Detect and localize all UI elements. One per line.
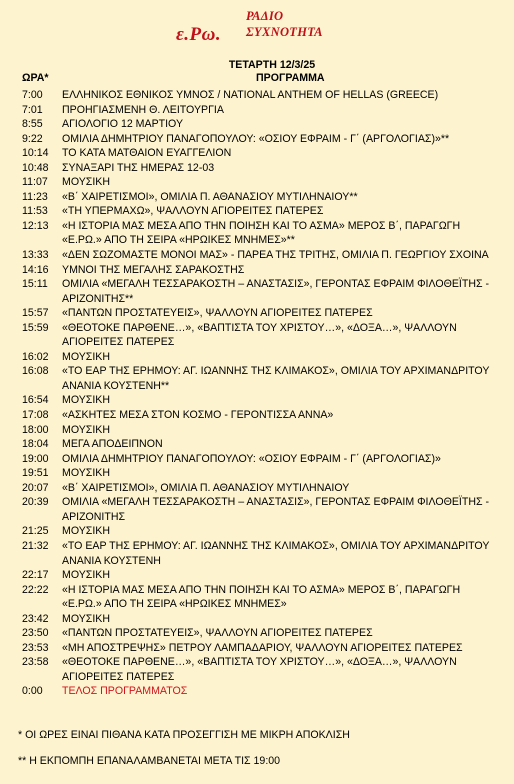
- schedule-row: [22, 481, 502, 496]
- program-line: ΜΟΥΣΙΚΗ: [62, 525, 110, 538]
- schedule-program: [62, 117, 502, 132]
- schedule-program: [62, 408, 502, 423]
- schedule-time: 23:53: [22, 641, 49, 654]
- schedule-program: [62, 175, 502, 190]
- schedule-time: 10:14: [22, 147, 49, 160]
- program-line: «Ε.ΡΩ.» ΑΠΟ ΤΗ ΣΕΙΡΑ «ΗΡΩΙΚΕΣ ΜΝΗΜΕΣ»**: [62, 234, 295, 247]
- schedule-program: [62, 204, 502, 219]
- schedule-program: [62, 612, 502, 627]
- schedule-list: [22, 88, 502, 699]
- program-line: «ΘΕΟΤΟΚΕ ΠΑΡΘΕΝΕ…», «ΒΑΠΤΙΣΤΑ ΤΟΥ ΧΡΙΣΤΟΥ…», «ΔΟΞΑ…», ΨΑΛΛΟΥΝ: [62, 656, 457, 669]
- schedule-row: [22, 466, 502, 481]
- program-line: «ΑΣΚΗΤΕΣ ΜΕΣΑ ΣΤΟΝ ΚΟΣΜΟ - ΓΕΡΟΝΤΙΣΣΑ ΑΝΝΑ»: [62, 409, 334, 422]
- schedule-time: 21:32: [22, 539, 49, 552]
- schedule-row: [22, 437, 502, 452]
- program-line: ΟΜΙΛΙΑ ΔΗΜΗΤΡΙΟΥ ΠΑΝΑΓΟΠΟΥΛΟΥ: «ΟΣΙΟΥ ΕΦΡΑΙΜ - Γ΄ (ΑΡΓΟΛΟΓΙΑΣ)»**: [62, 132, 450, 145]
- program-line: ΑΝΑΝΙΑ ΚΟΥΣΤΕΝΗ: [62, 554, 161, 567]
- schedule-program: [62, 626, 502, 641]
- program-line: «ΜΗ ΑΠΟΣΤΡΕΨΗΣ» ΠΕΤΡΟΥ ΛΑΜΠΑΔΑΡΙΟΥ, ΨΑΛΛΟΥΝ ΑΓΙΟΡΕΙΤΕΣ ΠΑΤΕΡΕΣ: [62, 641, 463, 654]
- program-line: ΜΟΥΣΙΚΗ: [62, 350, 110, 363]
- program-line: ΜΟΥΣΙΚΗ: [62, 394, 110, 407]
- schedule-program: [62, 452, 502, 467]
- program-line: «Β΄ ΧΑΙΡΕΤΙΣΜΟΙ», ΟΜΙΛΙΑ Π. ΑΘΑΝΑΣΙΟΥ ΜΥΤΙΛΗΝΑΙΟΥ: [62, 481, 350, 494]
- program-line: ΑΓΙΟΡΕΙΤΕΣ ΠΑΤΕΡΕΣ: [62, 670, 175, 683]
- schedule-program: [62, 684, 502, 699]
- program-line: ΜΟΥΣΙΚΗ: [62, 467, 110, 480]
- schedule-time: 23:58: [22, 656, 49, 669]
- station-logo: ε.Ρω.: [176, 24, 222, 45]
- schedule-row: [22, 524, 502, 539]
- schedule-row: [22, 495, 502, 524]
- schedule-time: 23:50: [22, 627, 49, 640]
- schedule-program: [62, 583, 502, 612]
- schedule-row: [22, 277, 502, 306]
- program-line: ΑΓΙΟΛΟΓΙΟ 12 ΜΑΡΤΙΟΥ: [62, 118, 184, 131]
- schedule-row: [22, 204, 502, 219]
- schedule-program: [62, 495, 502, 524]
- schedule-program: [62, 190, 502, 205]
- schedule-time: 16:54: [22, 394, 49, 407]
- schedule-row: [22, 641, 502, 656]
- schedule-time: 8:55: [22, 118, 43, 131]
- program-line: ΤΟ ΚΑΤΑ ΜΑΤΘΑΙΟΝ ΕΥΑΓΓΕΛΙΟΝ: [62, 147, 232, 160]
- schedule-time: 0:00: [22, 685, 43, 698]
- schedule-time: 10:48: [22, 161, 49, 174]
- schedule-program: [62, 161, 502, 176]
- schedule-program: [62, 393, 502, 408]
- schedule-program: [62, 437, 502, 452]
- schedule-program: [62, 263, 502, 278]
- schedule-time: 18:00: [22, 423, 49, 436]
- schedule-time: 20:07: [22, 481, 49, 494]
- schedule-program: [62, 466, 502, 481]
- schedule-row: [22, 190, 502, 205]
- program-line: «Η ΙΣΤΟΡΙΑ ΜΑΣ ΜΕΣΑ ΑΠΟ ΤΗΝ ΠΟΙΗΣΗ ΚΑΙ ΤΟ ΑΣΜΑ» ΜΕΡΟΣ Β΄, ΠΑΡΑΓΩΓΗ: [62, 219, 461, 232]
- footnotes: [18, 728, 498, 780]
- program-line: ΑΓΙΟΡΕΙΤΕΣ ΠΑΤΕΡΕΣ: [62, 336, 175, 349]
- schedule-row: [22, 423, 502, 438]
- header: [0, 6, 514, 56]
- schedule-time: 15:57: [22, 307, 49, 320]
- program-line: ΟΜΙΛΙΑ «ΜΕΓΑΛΗ ΤΕΣΣΑΡΑΚΟΣΤΗ – ΑΝΑΣΤΑΣΙΣ», ΓΕΡΟΝΤΑΣ ΕΦΡΑΙΜ ΦΙΛΟΘΕΪΤΗΣ -: [62, 496, 489, 509]
- schedule-date: ΤΕΤΑΡΤΗ 12/3/25: [228, 59, 316, 71]
- schedule-time: 16:02: [22, 350, 49, 363]
- schedule-row: [22, 655, 502, 684]
- program-line: ΣΥΝΑΞΑΡΙ ΤΗΣ ΗΜΕΡΑΣ 12-03: [62, 161, 215, 174]
- schedule-program: [62, 219, 502, 248]
- schedule-row: [22, 539, 502, 568]
- program-line: «Ε.ΡΩ.» ΑΠΟ ΤΗ ΣΕΙΡΑ «ΗΡΩΙΚΕΣ ΜΝΗΜΕΣ»: [62, 598, 287, 611]
- schedule-time: 21:25: [22, 525, 49, 538]
- program-line: ΑΡΙΖΟΝΙΤΗΣ**: [62, 292, 134, 305]
- program-line: ΜΕΓΑ ΑΠΟΔΕΙΠΝΟΝ: [62, 438, 163, 451]
- program-line: «ΘΕΟΤΟΚΕ ΠΑΡΘΕΝΕ…», «ΒΑΠΤΙΣΤΑ ΤΟΥ ΧΡΙΣΤΟΥ…», «ΔΟΞΑ…», ΨΑΛΛΟΥΝ: [62, 321, 457, 334]
- program-line: ΟΜΙΛΙΑ «ΜΕΓΑΛΗ ΤΕΣΣΑΡΑΚΟΣΤΗ – ΑΝΑΣΤΑΣΙΣ», ΓΕΡΟΝΤΑΣ ΕΦΡΑΙΜ ΦΙΛΟΘΕΪΤΗΣ -: [62, 278, 489, 291]
- schedule-row: [22, 452, 502, 467]
- schedule-row: [22, 132, 502, 147]
- schedule-time: 17:08: [22, 409, 49, 422]
- schedule-time: 15:59: [22, 321, 49, 334]
- program-line: «ΔΕΝ ΣΩΖΟΜΑΣΤΕ ΜΟΝΟΙ ΜΑΣ» - ΠΑΡΕΑ ΤΗΣ ΤΡΙΤΗΣ, ΟΜΙΛΙΑ Π. ΓΕΩΡΓΙΟΥ ΣΧΟΙΝΑ: [62, 249, 489, 262]
- schedule-row: [22, 393, 502, 408]
- schedule-row: [22, 364, 502, 393]
- program-line: ΜΟΥΣΙΚΗ: [62, 176, 110, 189]
- schedule-row: [22, 583, 502, 612]
- schedule-row: [22, 408, 502, 423]
- schedule-time: 11:53: [22, 205, 48, 218]
- program-line: ΤΕΛΟΣ ΠΡΟΓΡΑΜΜΑΤΟΣ: [62, 685, 188, 698]
- footnote-approximate-times: * ΟΙ ΩΡΕΣ ΕΙΝΑΙ ΠΙΘΑΝΑ ΚΑΤΑ ΠΡΟΣΕΓΓΙΣΗ ΜΕ ΜΙΚΡΗ ΑΠΟΚΛΙΣΗ: [18, 729, 350, 741]
- program-column-header: ΠΡΟΓΡΑΜΜΑ: [256, 72, 325, 84]
- schedule-program: [62, 423, 502, 438]
- schedule-program: [62, 350, 502, 365]
- schedule-time: 19:51: [22, 467, 49, 480]
- program-line: ΠΡΟΗΓΙΑΣΜΕΝΗ Θ. ΛΕΙΤΟΥΡΓΙΑ: [62, 103, 224, 116]
- schedule-time: 9:22: [22, 132, 43, 145]
- schedule-program: [62, 132, 502, 147]
- schedule-time: 13:33: [22, 249, 49, 262]
- program-line: «ΠΑΝΤΩΝ ΠΡΟΣΤΑΤΕΥΕΙΣ», ΨΑΛΛΟΥΝ ΑΓΙΟΡΕΙΤΕΣ ΠΑΤΕΡΕΣ: [62, 627, 373, 640]
- schedule-program: [62, 641, 502, 656]
- schedule-program: [62, 524, 502, 539]
- schedule-row: [22, 306, 502, 321]
- station-name: [246, 8, 323, 40]
- schedule-row: [22, 263, 502, 278]
- schedule-row: [22, 568, 502, 583]
- program-line: «Η ΙΣΤΟΡΙΑ ΜΑΣ ΜΕΣΑ ΑΠΟ ΤΗΝ ΠΟΙΗΣΗ ΚΑΙ ΤΟ ΑΣΜΑ» ΜΕΡΟΣ Β΄, ΠΑΡΑΓΩΓΗ: [62, 583, 461, 596]
- program-line: «ΤΟ ΕΑΡ ΤΗΣ ΕΡΗΜΟΥ: ΑΓ. ΙΩΑΝΝΗΣ ΤΗΣ ΚΛΙΜΑΚΟΣ», ΟΜΙΛΙΑ ΤΟΥ ΑΡΧΙΜΑΝΔΡΙΤΟΥ: [62, 365, 490, 378]
- schedule-program: [62, 103, 502, 118]
- schedule-time: 18:04: [22, 438, 49, 451]
- schedule-time: 7:01: [22, 103, 43, 116]
- schedule-program: [62, 364, 502, 393]
- schedule-row: [22, 321, 502, 350]
- schedule-row: [22, 117, 502, 132]
- schedule-time: 14:16: [22, 263, 49, 276]
- schedule-time: 19:00: [22, 452, 49, 465]
- schedule-row: [22, 146, 502, 161]
- station-name-line2: ΣΥΧΝΟΤΗΤΑ: [246, 25, 323, 39]
- program-line: «ΤΟ ΕΑΡ ΤΗΣ ΕΡΗΜΟΥ: ΑΓ. ΙΩΑΝΝΗΣ ΤΗΣ ΚΛΙΜΑΚΟΣ», ΟΜΙΛΙΑ ΤΟΥ ΑΡΧΙΜΑΝΔΡΙΤΟΥ: [62, 539, 490, 552]
- program-line: ΕΛΛΗΝΙΚΟΣ ΕΘΝΙΚΟΣ ΥΜΝΟΣ / NATIONAL ANTHEM OF HELLAS (GREECE): [62, 89, 439, 101]
- program-line: ΜΟΥΣΙΚΗ: [62, 569, 110, 582]
- schedule-row: [22, 88, 502, 103]
- schedule-row: [22, 626, 502, 641]
- program-line: ΜΟΥΣΙΚΗ: [62, 423, 110, 436]
- schedule-program: [62, 277, 502, 306]
- station-name-line1: ΡΑΔΙΟ: [246, 9, 284, 23]
- schedule-row: [22, 219, 502, 248]
- schedule-program: [62, 88, 502, 103]
- schedule-program: [62, 146, 502, 161]
- schedule-time: 23:42: [22, 612, 49, 625]
- schedule-time: 20:39: [22, 496, 49, 509]
- schedule-program: [62, 481, 502, 496]
- schedule-time: 22:22: [22, 583, 49, 596]
- schedule-time: 7:00: [22, 89, 43, 101]
- program-line: ΥΜΝΟΙ ΤΗΣ ΜΕΓΑΛΗΣ ΣΑΡΑΚΟΣΤΗΣ: [62, 263, 245, 276]
- schedule-time: 12:13: [22, 219, 49, 232]
- schedule-time: 15:11: [22, 278, 48, 291]
- schedule-program: [62, 568, 502, 583]
- program-line: ΟΜΙΛΙΑ ΔΗΜΗΤΡΙΟΥ ΠΑΝΑΓΟΠΟΥΛΟΥ: «ΟΣΙΟΥ ΕΦΡΑΙΜ - Γ΄ (ΑΡΓΟΛΟΓΙΑΣ)»: [62, 452, 441, 465]
- program-line: «ΤΗ ΥΠΕΡΜΑΧΩ», ΨΑΛΛΟΥΝ ΑΓΙΟΡΕΙΤΕΣ ΠΑΤΕΡΕΣ: [62, 205, 324, 218]
- program-line: «Β΄ ΧΑΙΡΕΤΙΣΜΟΙ», ΟΜΙΛΙΑ Π. ΑΘΑΝΑΣΙΟΥ ΜΥΤΙΛΗΝΑΙΟΥ**: [62, 190, 358, 203]
- program-line: ΜΟΥΣΙΚΗ: [62, 612, 110, 625]
- schedule-row: [22, 350, 502, 365]
- schedule-program: [62, 321, 502, 350]
- program-line: ΑΝΑΝΙΑ ΚΟΥΣΤΕΝΗ**: [62, 379, 170, 392]
- footnote-repeat: ** Η ΕΚΠΟΜΠΗ ΕΠΑΝΑΛΑΜΒΑΝΕΤΑΙ ΜΕΤΑ ΤΙΣ 19:00: [18, 755, 281, 767]
- schedule-row: [22, 103, 502, 118]
- schedule-program: [62, 248, 502, 263]
- schedule-row: [22, 161, 502, 176]
- schedule-row: [22, 684, 502, 699]
- schedule-time: 22:17: [22, 569, 49, 582]
- program-line: «ΠΑΝΤΩΝ ΠΡΟΣΤΑΤΕΥΕΙΣ», ΨΑΛΛΟΥΝ ΑΓΙΟΡΕΙΤΕΣ ΠΑΤΕΡΕΣ: [62, 307, 373, 320]
- schedule-program: [62, 655, 502, 684]
- schedule-time: 11:07: [22, 176, 48, 189]
- schedule-program: [62, 306, 502, 321]
- schedule-program: [62, 539, 502, 568]
- schedule-time: 11:23: [22, 190, 48, 203]
- schedule-row: [22, 175, 502, 190]
- time-column-header: ΩΡΑ*: [22, 72, 49, 84]
- program-line: ΑΡΙΖΟΝΙΤΗΣ: [62, 510, 126, 523]
- schedule-time: 16:08: [22, 365, 49, 378]
- schedule-row: [22, 248, 502, 263]
- schedule-row: [22, 612, 502, 627]
